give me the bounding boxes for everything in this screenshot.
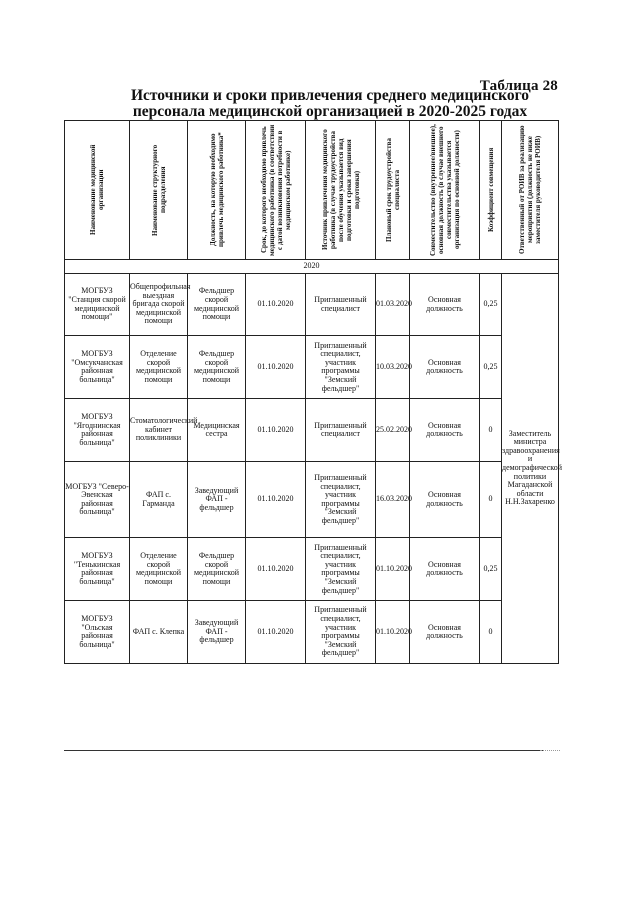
unit-cell: Стоматологический кабинет поликлиники <box>130 399 188 462</box>
footer-rule-dotted <box>540 750 560 751</box>
col-header: Коэффициент совмещения <box>480 121 502 260</box>
combo-cell: Основная должность <box>410 538 480 601</box>
coef-cell: 0,25 <box>480 273 502 336</box>
position-cell: Заведующий ФАП - фельдшер <box>188 601 246 664</box>
source-cell: Приглашенный специалист <box>306 273 376 336</box>
combo-cell: Основная должность <box>410 399 480 462</box>
coef-cell: 0,25 <box>480 336 502 399</box>
deadline-cell: 01.10.2020 <box>246 336 306 399</box>
col-header: Должность, на которую необходимо привлечь медицинского работника* <box>188 121 246 260</box>
col-header: Совместительство (внутреннее/внешнее), основная должность (в случае внешнего совместительства указывается организация по основной должности) <box>410 121 480 260</box>
deadline-cell: 01.10.2020 <box>246 538 306 601</box>
year-cell: 2020 <box>65 260 559 274</box>
staffing-table <box>64 120 563 664</box>
col-header: Наименование структурного подразделения <box>130 121 188 260</box>
year-row <box>65 260 559 274</box>
coef-cell: 0 <box>480 399 502 462</box>
planned-cell: 25.02.2020 <box>376 399 410 462</box>
responsible-cell: Заместитель министра здравоохранения и демографической политики Магаданской области Н.Н.Захаренко <box>502 273 559 663</box>
planned-cell: 10.03.2020 <box>376 336 410 399</box>
table-number: Таблица 28 <box>479 78 558 94</box>
unit-cell: Отделение скорой медицинской помощи <box>130 336 188 399</box>
coef-cell: 0,25 <box>480 538 502 601</box>
org-cell: МОГБУЗ "Тенькинская районная больница" <box>65 538 130 601</box>
position-cell: Заведующий ФАП - фельдшер <box>188 461 246 537</box>
coef-cell: 0 <box>480 601 502 664</box>
combo-cell: Основная должность <box>410 601 480 664</box>
org-cell: МОГБУЗ "Омсукчанская районная больница" <box>65 336 130 399</box>
deadline-cell: 01.10.2020 <box>246 601 306 664</box>
table-row <box>65 399 559 462</box>
org-cell: МОГБУЗ "Ягоднинская районная больница" <box>65 399 130 462</box>
org-cell: МОГБУЗ "Ольская районная больница" <box>65 601 130 664</box>
org-cell: МОГБУЗ "Станция скорой медицинской помощи" <box>65 273 130 336</box>
position-cell: Фельдшер скорой медицинской помощи <box>188 336 246 399</box>
col-header: Срок, до которого необходимо привлечь медицинского работника (в соответствии с датой возникновения потребности в медицинском работнике) <box>246 121 306 260</box>
col-header: Ответственный от РОИВ за реализацию мероприятия (должность не ниже заместителя руководителя РОИВ) <box>502 121 559 260</box>
table-title: Источники и сроки привлечения среднего медицинского персонала медицинской организацией в 2020-2025 годах <box>130 87 530 120</box>
table-row <box>65 538 559 601</box>
table-row <box>65 273 559 336</box>
position-cell: Фельдшер скорой медицинской помощи <box>188 538 246 601</box>
source-cell: Приглашенный специалист, участник программы "Земский фельдшер" <box>306 336 376 399</box>
table-row <box>65 601 559 664</box>
source-cell: Приглашенный специалист, участник программы "Земский фельдшер" <box>306 601 376 664</box>
source-cell: Приглашенный специалист, участник программы "Земский фельдшер" <box>306 538 376 601</box>
col-header: Источник привлечения медицинского работника (в случае трудоустройства после обучения указывается вид подготовки и сроки завершения подготовки) <box>306 121 376 260</box>
coef-cell: 0 <box>480 461 502 537</box>
deadline-cell: 01.10.2020 <box>246 273 306 336</box>
combo-cell: Основная должность <box>410 461 480 537</box>
unit-cell: Отделение скорой медицинской помощи <box>130 538 188 601</box>
table-row <box>65 336 559 399</box>
unit-cell: ФАП с. Клепка <box>130 601 188 664</box>
col-header: Плановый срок трудоустройства специалиста <box>376 121 410 260</box>
position-cell: Фельдшер скорой медицинской помощи <box>188 273 246 336</box>
position-cell: Медицинская сестра <box>188 399 246 462</box>
col-header: Наименование медицинской организации <box>65 121 130 260</box>
deadline-cell: 01.10.2020 <box>246 399 306 462</box>
planned-cell: 01.10.2020 <box>376 538 410 601</box>
planned-cell: 01.10.2020 <box>376 601 410 664</box>
deadline-cell: 01.10.2020 <box>246 461 306 537</box>
source-cell: Приглашенный специалист <box>306 399 376 462</box>
header-row <box>65 121 559 260</box>
footer-rule <box>64 750 544 751</box>
planned-cell: 01.03.2020 <box>376 273 410 336</box>
unit-cell: Общепрофильная выездная бригада скорой медицинской помощи <box>130 273 188 336</box>
combo-cell: Основная должность <box>410 273 480 336</box>
org-cell: МОГБУЗ "Северо-Эвенская районная больница" <box>65 461 130 537</box>
planned-cell: 16.03.2020 <box>376 461 410 537</box>
source-cell: Приглашенный специалист, участник программы "Земский фельдшер" <box>306 461 376 537</box>
table-row <box>65 461 559 537</box>
combo-cell: Основная должность <box>410 336 480 399</box>
unit-cell: ФАП с. Гарманда <box>130 461 188 537</box>
